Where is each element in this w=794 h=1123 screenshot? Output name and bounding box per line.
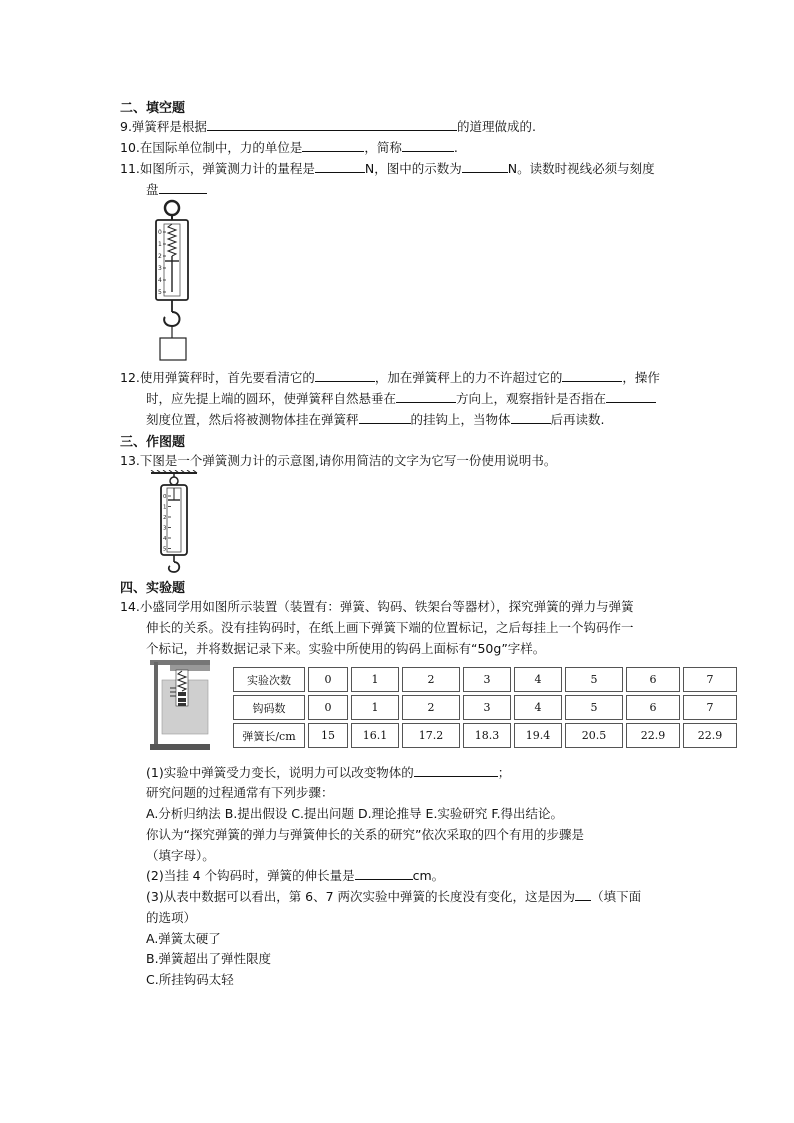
option-c: C.所挂钩码太轻	[146, 972, 234, 987]
q10-blank-2[interactable]	[402, 139, 454, 152]
question-14-steps-list: A.分析归纳法 B.提出假设 C.提出问题 D.理论推导 E.实验研究 F.得出结论。	[146, 806, 564, 821]
q14-p2-text-a: (2)当挂 4 个钩码时，弹簧的伸长量是	[146, 868, 355, 883]
question-14-steps-hint: （填字母）。	[146, 848, 215, 863]
table-cell: 22.9	[626, 723, 680, 748]
table-cell: 20.5	[565, 723, 623, 748]
q9-text-a: 9.弹簧秤是根据	[120, 119, 207, 134]
option-a: A.弹簧太硬了	[146, 931, 221, 946]
section-draw-title: 三、作图题	[120, 435, 186, 450]
table-row-label: 实验次数	[233, 667, 305, 692]
gauge-tick-label: 4	[163, 536, 167, 542]
q14-p2-blank[interactable]	[355, 867, 413, 880]
gauge-tick-label: 0	[163, 494, 167, 500]
q9-blank[interactable]	[207, 118, 457, 131]
table-cell: 5	[565, 695, 623, 720]
table-cell: 3	[463, 695, 511, 720]
q12-text-b: ，加在弹簧秤上的力不许超过它的	[374, 370, 563, 385]
question-14-steps-intro: 研究问题的过程通常有下列步骤：	[146, 785, 334, 800]
q12-text-c: ，操作	[622, 370, 660, 385]
q11-blank-3[interactable]	[159, 181, 207, 194]
table-cell: 0	[308, 667, 348, 692]
q14-p2-text-b: cm。	[412, 868, 445, 883]
question-14-steps-question: 你认为“探究弹簧的弹力与弹簧伸长的关系的研究”依次采取的四个有用的步骤是	[146, 827, 584, 842]
q12-blank-3[interactable]	[396, 390, 456, 403]
table-cell: 2	[402, 695, 460, 720]
question-10	[120, 139, 458, 156]
question-12-cont-1	[146, 390, 656, 407]
experiment-data-table	[230, 664, 740, 751]
q11-text-a: 11.如图所示，弹簧测力计的量程是	[120, 161, 315, 176]
table-row	[233, 667, 737, 692]
spring-scale-figure-2	[147, 470, 205, 576]
question-14-part-3-cont: 的选项）	[146, 910, 197, 925]
q12-blank-4[interactable]	[606, 390, 656, 403]
q12-blank-2[interactable]	[562, 369, 622, 382]
table-row-label: 钩码数	[233, 695, 305, 720]
gauge-tick-label: 4	[158, 277, 162, 284]
q9-text-b: 的道理做成的.	[456, 119, 536, 134]
q14-p1-text-b: ；	[497, 765, 511, 780]
question-14-line-3: 个标记，并将数据记录下来。实验中所使用的钩码上面标有“50g”字样。	[146, 641, 546, 656]
question-12	[120, 369, 660, 386]
question-11	[120, 160, 655, 177]
gauge-tick-label: 0	[158, 229, 162, 236]
q12-text-e: 方向上，观察指针是否指在	[456, 391, 607, 406]
table-row	[233, 723, 737, 748]
section-fill-title: 二、填空题	[120, 101, 186, 116]
q12-blank-5[interactable]	[359, 411, 411, 424]
q11-text-b: N，图中的示数为	[364, 161, 462, 176]
table-row	[233, 695, 737, 720]
table-cell: 15	[308, 723, 348, 748]
gauge-tick-label: 1	[158, 241, 162, 248]
table-cell: 5	[565, 667, 623, 692]
q11-text-d: 盘	[146, 182, 159, 197]
q14-p1-text-a: (1)实验中弹簧受力变长，说明力可以改变物体的	[146, 765, 414, 780]
q10-text-a: 10.在国际单位制中，力的单位是	[120, 140, 303, 155]
table-cell: 7	[683, 695, 737, 720]
gauge-tick-label: 5	[158, 289, 162, 296]
gauge-tick-label: 2	[163, 515, 167, 521]
table-cell: 16.1	[351, 723, 399, 748]
q12-text-d: 时，应先提上端的圆环，使弹簧秤自然悬垂在	[146, 391, 397, 406]
q11-blank-2[interactable]	[462, 160, 508, 173]
question-14-part-3	[146, 888, 641, 905]
q12-blank-6[interactable]	[511, 411, 551, 424]
table-row-label: 弹簧长/cm	[233, 723, 305, 748]
gauge-tick-label: 3	[163, 525, 167, 532]
question-12-cont-2	[146, 411, 605, 428]
gauge-tick-label: 5	[163, 546, 167, 553]
gauge-tick-label: 1	[163, 504, 167, 511]
q12-text-h: 后再读数.	[550, 412, 605, 427]
question-9	[120, 118, 536, 135]
q14-p3-blank[interactable]	[575, 888, 591, 901]
q10-text-c: .	[453, 140, 458, 155]
table-cell: 4	[514, 695, 562, 720]
q10-text-b: ，简称	[364, 140, 402, 155]
table-cell: 3	[463, 667, 511, 692]
q11-blank-1[interactable]	[315, 160, 365, 173]
q14-p1-blank[interactable]	[414, 764, 498, 777]
q14-p3-text-a: (3)从表中数据可以看出，第 6、7 两次实验中弹簧的长度没有变化，这是因为	[146, 889, 576, 904]
table-cell: 6	[626, 667, 680, 692]
table-cell: 17.2	[402, 723, 460, 748]
spring-scale-figure-1	[150, 198, 206, 364]
table-cell: 6	[626, 695, 680, 720]
q12-text-f: 刻度位置，然后将被测物体挂在弹簧秤	[146, 412, 359, 427]
table-cell: 1	[351, 667, 399, 692]
table-cell: 22.9	[683, 723, 737, 748]
section-exp-title: 四、实验题	[120, 581, 186, 596]
table-cell: 7	[683, 667, 737, 692]
iron-stand-apparatus	[150, 660, 214, 752]
q14-p3-text-b: （填下面	[591, 889, 642, 904]
question-14-part-2	[146, 867, 444, 884]
table-cell: 1	[351, 695, 399, 720]
question-14-line-2: 伸长的关系。没有挂钩码时，在纸上画下弹簧下端的位置标记，之后每挂上一个钩码作一	[146, 620, 634, 635]
q11-text-c: N。读数时视线必须与刻度	[507, 161, 655, 176]
q10-blank-1[interactable]	[302, 139, 364, 152]
table-cell: 4	[514, 667, 562, 692]
question-11-cont	[146, 181, 207, 198]
question-14-part-1	[146, 764, 510, 781]
q12-text-g: 的挂钩上，当物体	[410, 412, 511, 427]
option-b: B.弹簧超出了弹性限度	[146, 951, 272, 966]
gauge-tick-label: 3	[158, 265, 162, 272]
question-13: 13.下图是一个弹簧测力计的示意图,请你用简洁的文字为它写一份使用说明书。	[120, 453, 557, 468]
q12-text-a: 12.使用弹簧秤时，首先要看清它的	[120, 370, 315, 385]
question-14-line-1: 14.小盛同学用如图所示装置（装置有：弹簧、钩码、铁架台等器材），探究弹簧的弹力与弹簧	[120, 599, 634, 614]
q12-blank-1[interactable]	[315, 369, 375, 382]
table-cell: 19.4	[514, 723, 562, 748]
gauge-tick-label: 2	[158, 253, 162, 260]
table-cell: 2	[402, 667, 460, 692]
table-cell: 0	[308, 695, 348, 720]
table-cell: 18.3	[463, 723, 511, 748]
